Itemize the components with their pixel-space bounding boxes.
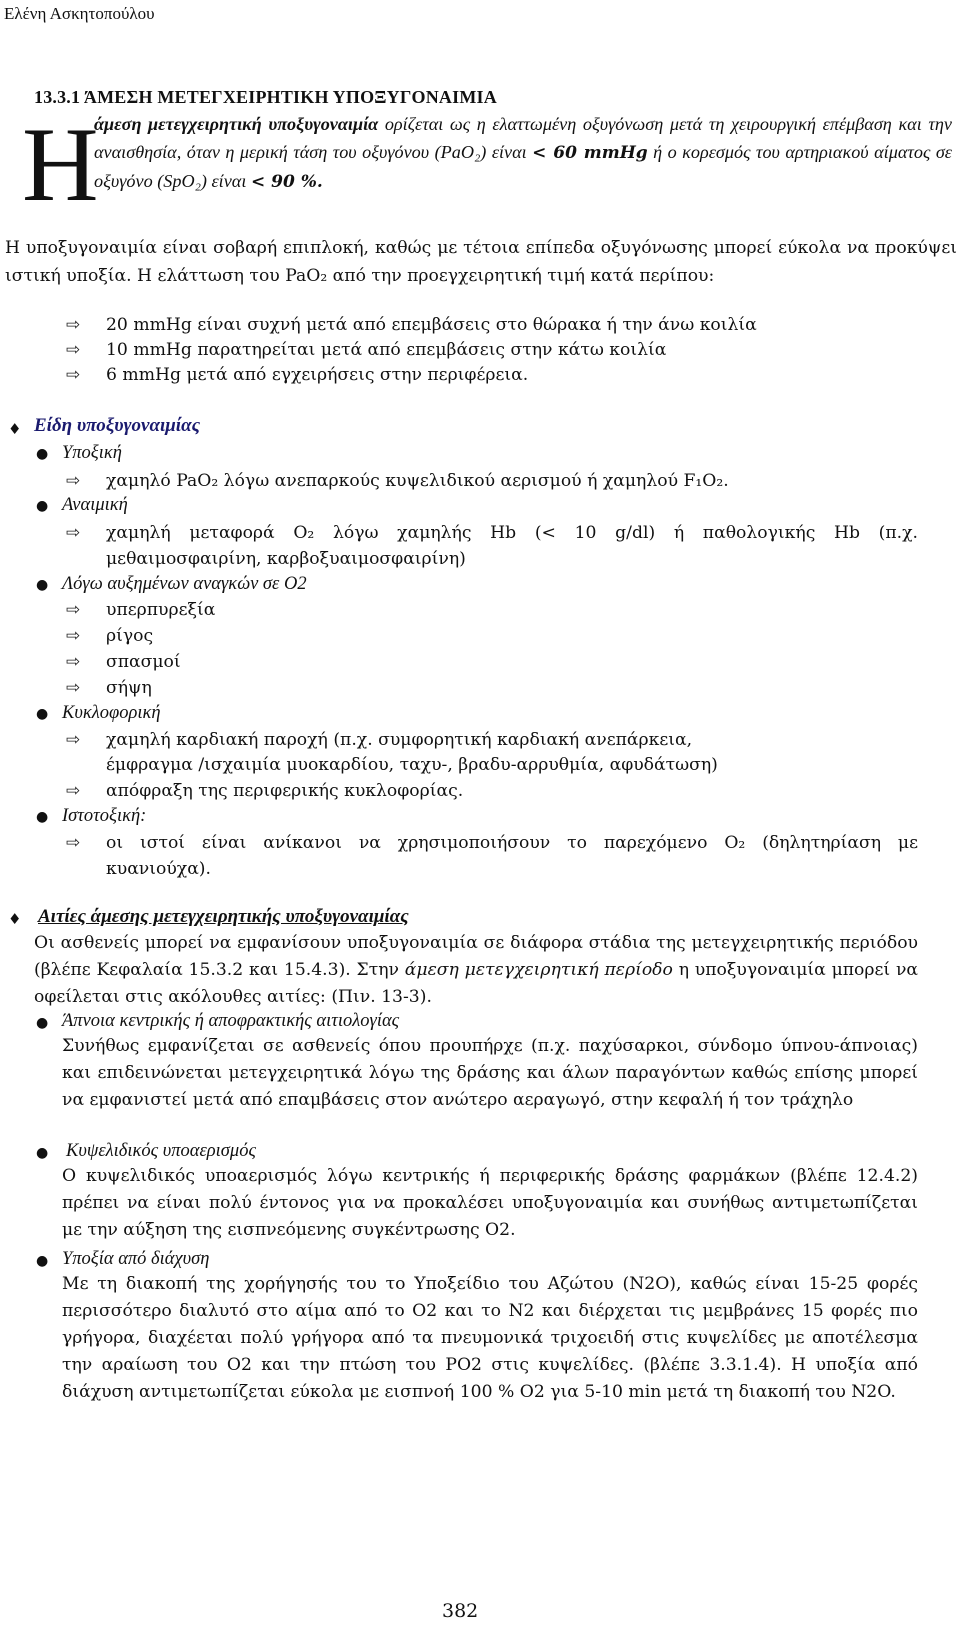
arrow-icon: ⇨ xyxy=(66,678,81,698)
diamond-bullet-icon: ♦ xyxy=(8,420,22,438)
list-item-decrease: 10 mmHg παρατηρείται μετά από επεμβάσεις στην κάτω κοιλία xyxy=(106,340,667,360)
type-item-circulatory-line2: έμφραγμα /ισχαιμία μυοκαρδίου, ταχυ-, βραδυ-αρρυθμία, αφυδάτωση) xyxy=(106,755,718,775)
type-label-circulatory: Κυκλοφορική xyxy=(62,703,161,723)
cause-text-hypoventilation: Ο κυψελιδικός υποαερισμός λόγω κεντρικής ή περιφερικής δράσης φαρμάκων (βλέπε 12.4.2) πρέπει να είναι πολύ έντονος για να προκαλέσει υποξυγοναιμία και συνήθως αντιμετωπίζεται με την αύξηση της εισπνεόμενης συγκέντρωσης O2. xyxy=(62,1166,918,1240)
type-label-histotoxic: Ιστοτοξική: xyxy=(62,806,147,826)
drop-cap: Η xyxy=(22,106,99,223)
cause-text-diffusion: Με τη διακοπή της χορήγησής του το Υποξείδιο του Αζώτου (N2O), καθώς είναι 15-25 φορές περισσότερο διαλυτό στο αίμα από το O2 και το N2 και διέρχεται τις μεμβράνες 15 φορές πιο γρήγορα, διαχέεται πολύ γρήγορα από τα πνευμονικά τριχοειδή στις κυψελίδες με αποτέλεσμα την αραίωση του O2 και την πτώση του PO2 στις κυψελίδες. (βλέπε 3.3.1.4). Η υποξία από διάχυση αντιμετωπίζεται εύκολα με εισπνοή 100 % O2 για 5-10 min μετά τη διακοπή του N2O. xyxy=(62,1274,918,1402)
type-item-demand: σπασμοί xyxy=(106,652,181,672)
bullet-icon: ● xyxy=(36,1253,49,1269)
cause-label-apnea: Άπνοια κεντρικής ή αποφρακτικής αιτιολογίας xyxy=(62,1011,400,1031)
cause-label-diffusion: Υποξία από διάχυση xyxy=(62,1249,210,1269)
causes-intro-b: η υποξυγοναιμία μπορεί να οφείλεται στις ακόλουθες αιτίες: (Πιν. 13-3). xyxy=(34,960,919,1007)
arrow-icon: ⇨ xyxy=(66,340,81,360)
type-item-anemic-line2: μεθαιμοσφαιρίνη, καρβοξυαιμοσφαιρίνη) xyxy=(106,549,466,569)
type-label-demand: Λόγω αυξημένων αναγκών σε O2 xyxy=(62,574,307,594)
bullet-icon: ● xyxy=(36,706,49,722)
type-item-demand: σήψη xyxy=(106,678,152,698)
bullet-icon: ● xyxy=(36,1015,49,1031)
arrow-icon: ⇨ xyxy=(66,523,81,543)
running-header-author: Ελένη Ασκητοπούλου xyxy=(4,4,155,23)
intro-text-2: ή ο κορεσμός του αρτηριακού αίματος σε οξυγόνο (SpO₂) είναι xyxy=(94,142,952,191)
arrow-icon: ⇨ xyxy=(66,471,81,491)
page-number: 382 xyxy=(442,1600,479,1622)
heading-causes: Αιτίες άμεσης μετεγχειρητικής υποξυγοναιμίας xyxy=(38,906,409,927)
bullet-icon: ● xyxy=(36,809,49,825)
intro-lead-term: άμεση μετεγχειρητική υποξυγοναιμία xyxy=(94,114,379,134)
section-title: 13.3.1 ΆΜΕΣΗ ΜΕΤΕΓΧΕΙΡΗΤΙΚΗ ΥΠΟΞΥΓΟΝΑΙΜΙΑ xyxy=(34,87,497,107)
type-item-hypoxic: χαμηλό PaO₂ λόγω ανεπαρκούς κυψελιδικού αερισμού ή χαμηλού F₁O₂. xyxy=(106,471,729,491)
bullet-icon: ● xyxy=(36,577,49,593)
arrow-icon: ⇨ xyxy=(66,365,81,385)
intro-threshold-spo2: < 90 %. xyxy=(250,172,323,192)
cause-label-hypoventilation: Κυψελιδικός υποαερισμός xyxy=(66,1141,256,1161)
type-item-histotoxic-line2: κυανιούχα). xyxy=(106,859,211,879)
arrow-icon: ⇨ xyxy=(66,781,81,801)
paragraph-severity: Η υποξυγοναιμία είναι σοβαρή επιπλοκή, καθώς με τέτοια επίπεδα οξυγόνωσης μπορεί εύκολα να προκύψει ιστική υποξία. Η ελάττωση του PaO₂ από την προεγχειρητική τιμή κατά περίπου: xyxy=(5,238,957,286)
arrow-icon: ⇨ xyxy=(66,626,81,646)
type-item-anemic-line1: χαμηλή μεταφορά O₂ λόγω χαμηλής Hb (< 10 g/dl) ή παθολογικής Hb (π.χ. xyxy=(106,523,918,543)
type-item-circulatory-2: απόφραξη της περιφερικής κυκλοφορίας. xyxy=(106,781,464,801)
type-item-demand: ρίγος xyxy=(106,626,154,646)
bullet-icon: ● xyxy=(36,1145,49,1161)
type-label-hypoxic: Υποξική xyxy=(62,443,122,463)
intro-paragraph xyxy=(94,110,952,196)
list-item-decrease: 20 mmHg είναι συχνή μετά από επεμβάσεις στο θώρακα ή την άνω κοιλία xyxy=(106,315,757,335)
causes-intro-italic: άμεση μετεγχειρητική περίοδο xyxy=(404,960,673,980)
type-item-histotoxic-line1: οι ιστοί είναι ανίκανοι να χρησιμοποιήσουν το παρεχόμενο O₂ (δηλητηρίαση με xyxy=(106,833,918,853)
bullet-icon: ● xyxy=(36,446,49,462)
heading-types: Είδη υποξυγοναιμίας xyxy=(34,415,201,436)
type-label-anemic: Αναιμική xyxy=(62,495,128,515)
arrow-icon: ⇨ xyxy=(66,833,81,853)
type-item-demand: υπερπυρεξία xyxy=(106,600,216,620)
intro-text-1: ορίζεται ως η ελαττωμένη οξυγόνωση μετά τη χειρουργική επέμβαση και την αναισθησία, όταν η μερική τάση του οξυγόνου (PaO₂) είναι xyxy=(94,114,952,162)
cause-text-apnea: Συνήθως εμφανίζεται σε ασθενείς όπου προυπήρχε (π.χ. παχύσαρκοι, σύνδομο ύπνου-άπνοιας) και επιδεινώνεται μετεγχειρητικά λόγω της δράσης και άλων παραγόντων καθώς επίσης μπορεί να εμφανιστεί μετά από επαμβάσεις στον ανώτερο αεραγωγό, στην κεφαλή ή τον τράχηλο xyxy=(62,1036,918,1110)
causes-intro-a: Οι ασθενείς μπορεί να εμφανίσουν υποξυγοναιμία σε διάφορα στάδια της μετεγχειρητικής περιόδου (βλέπε Κεφαλαία 15.3.2 και 15.4.3). Στην xyxy=(34,933,918,980)
arrow-icon: ⇨ xyxy=(66,730,81,750)
diamond-bullet-icon: ♦ xyxy=(8,910,22,928)
arrow-icon: ⇨ xyxy=(66,600,81,620)
causes-intro-paragraph xyxy=(34,930,918,1011)
bullet-icon: ● xyxy=(36,498,49,514)
list-item-decrease: 6 mmHg μετά από εγχειρήσεις στην περιφέρεια. xyxy=(106,365,529,385)
arrow-icon: ⇨ xyxy=(66,315,81,335)
type-item-circulatory-line1: χαμηλή καρδιακή παροχή (π.χ. συμφορητική καρδιακή ανεπάρκεια, xyxy=(106,730,693,750)
intro-threshold-pao2: < 60 mmHg xyxy=(532,143,648,163)
arrow-icon: ⇨ xyxy=(66,652,81,672)
